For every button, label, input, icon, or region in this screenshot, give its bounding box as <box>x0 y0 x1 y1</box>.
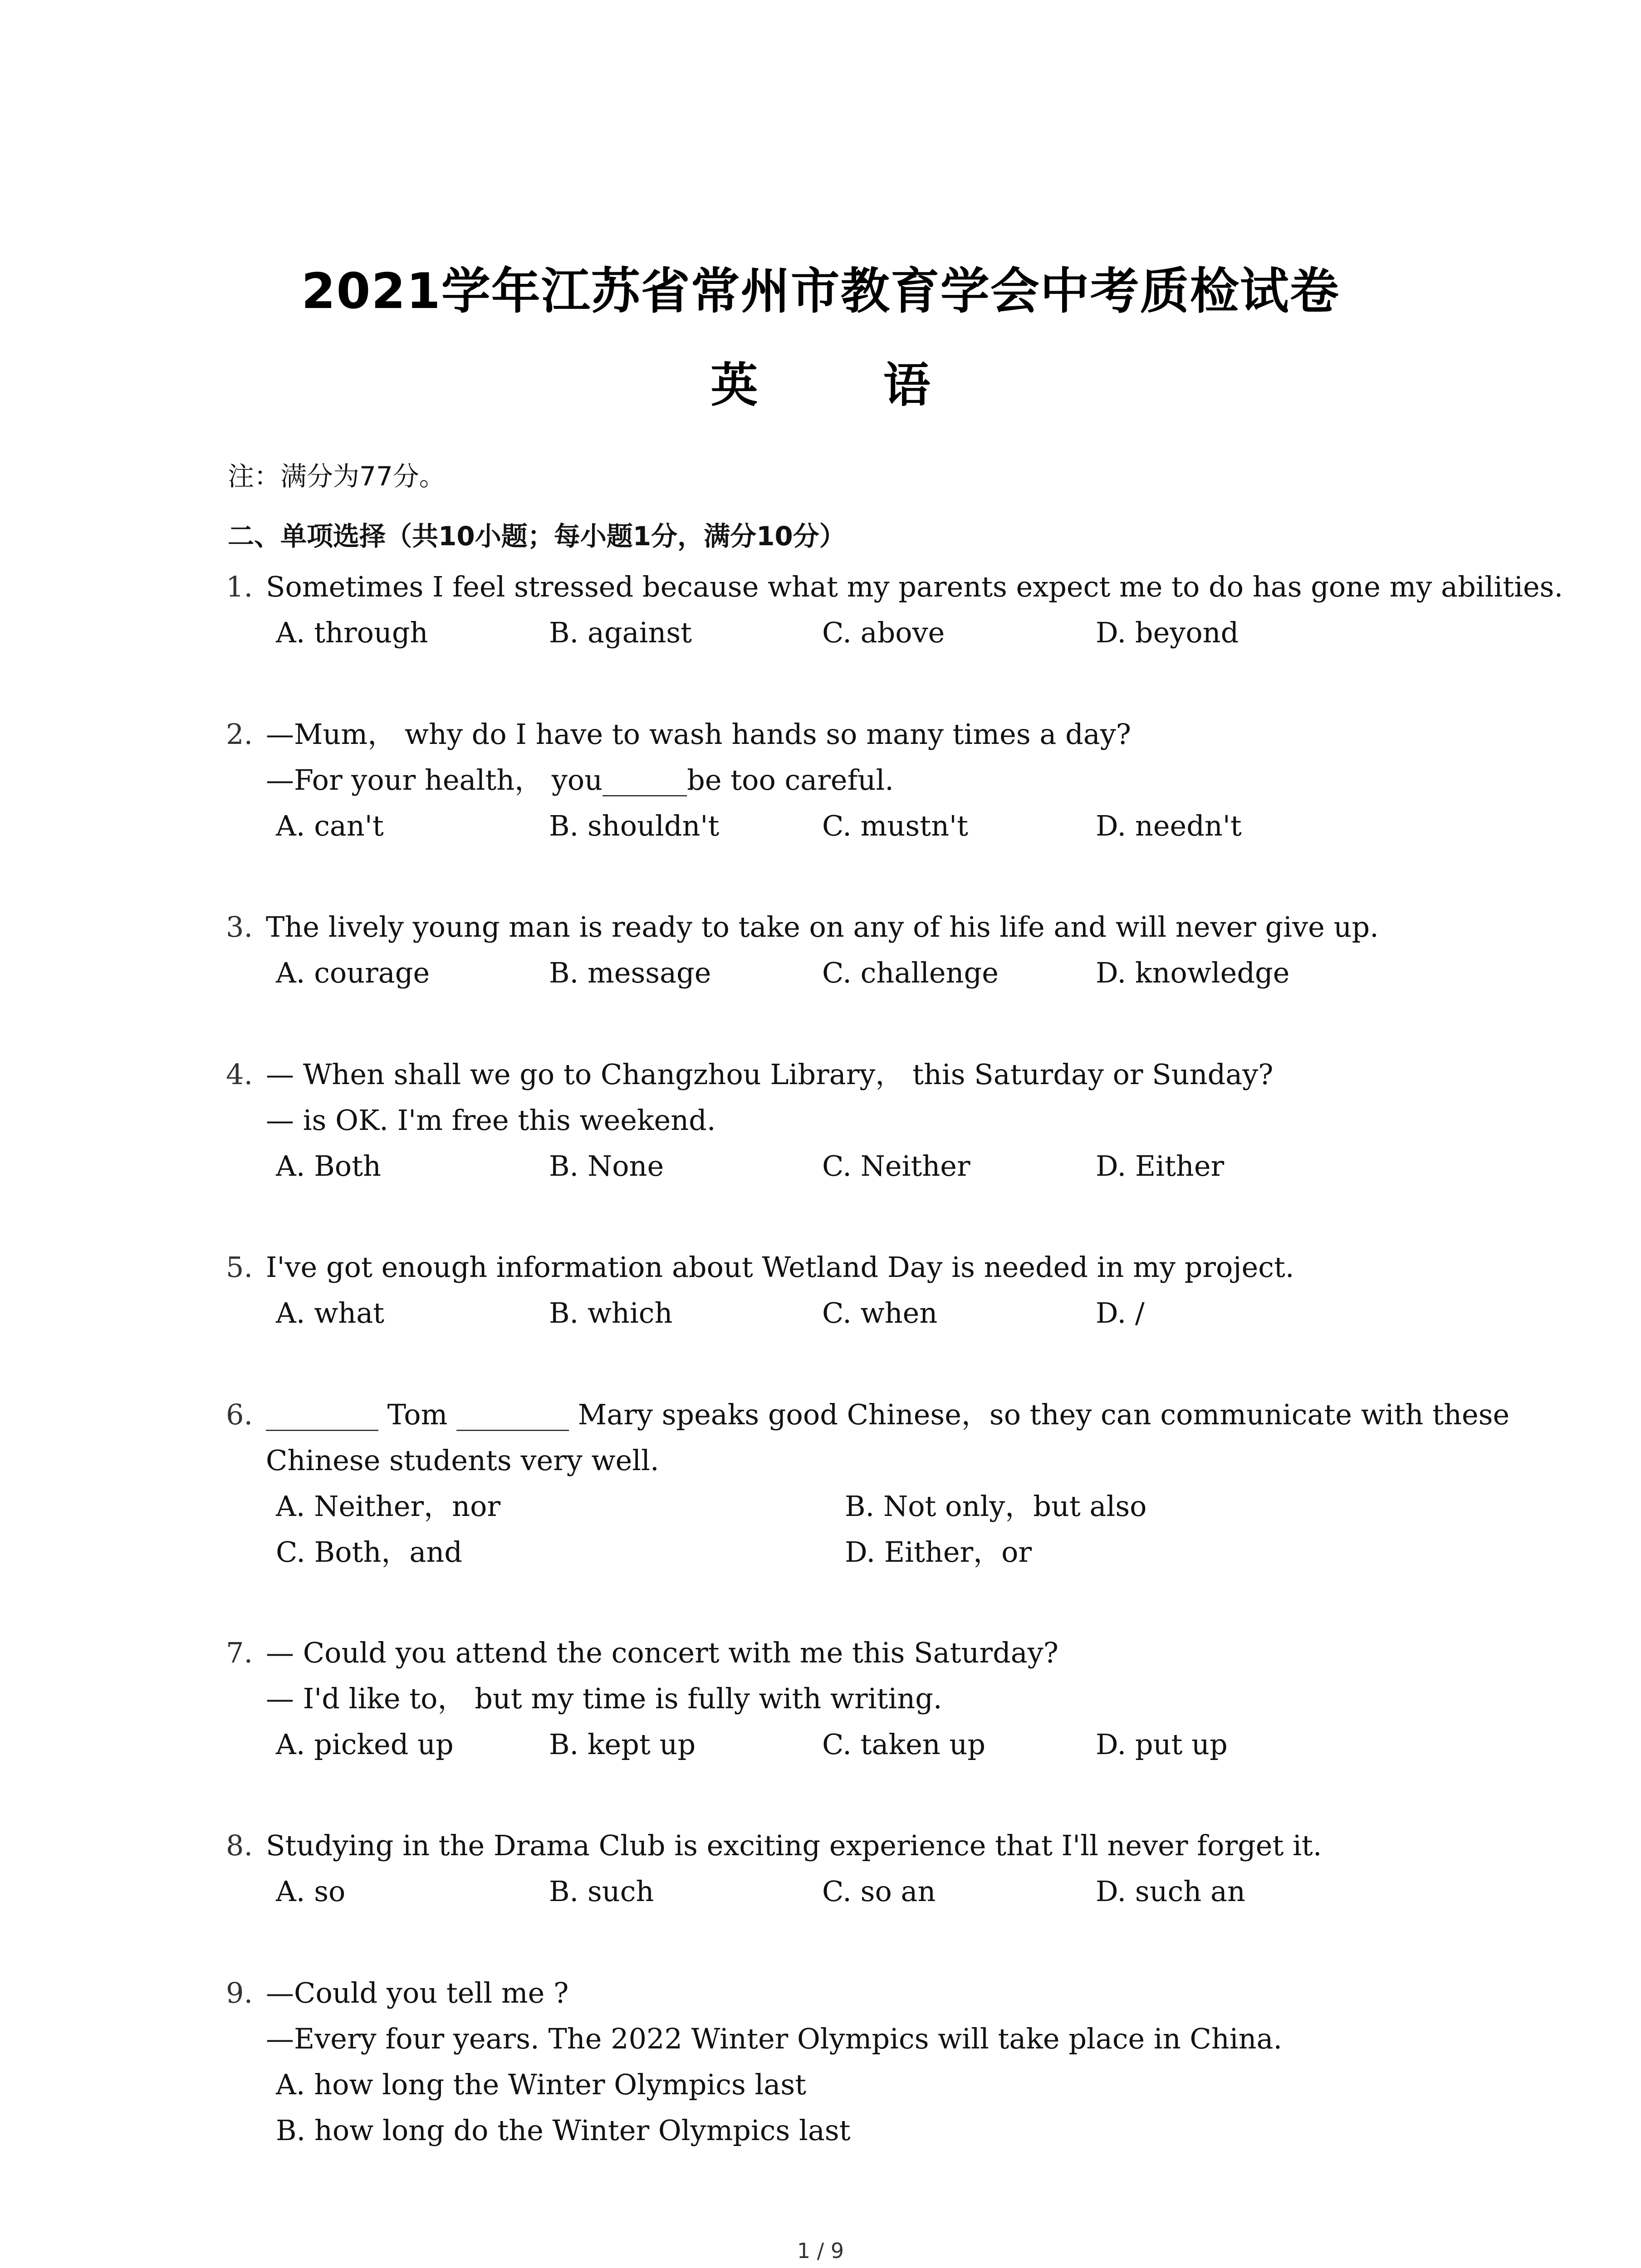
option-d: D. needn't <box>1096 809 1242 842</box>
option-a: A. Neither，nor <box>276 1490 501 1523</box>
option-c: C. taken up <box>822 1728 986 1761</box>
option-b: B. against <box>549 616 692 649</box>
option-d: D. put up <box>1096 1728 1228 1761</box>
option-c: C. challenge <box>822 956 999 989</box>
question-8 <box>226 1823 1451 1914</box>
option-c: C. Neither <box>822 1149 970 1183</box>
question-number: 2. <box>226 718 253 751</box>
section-heading: 二、单项选择（共10小题；每小题1分，满分10分） <box>228 521 846 552</box>
option-b: B. how long do the Winter Olympics last <box>276 2114 851 2147</box>
option-b: B. None <box>549 1149 664 1183</box>
option-c: C. Both，and <box>276 1535 462 1569</box>
question-number: 9. <box>226 1976 253 2009</box>
question-1 <box>226 564 1563 655</box>
option-a: A. how long the Winter Olympics last <box>276 2068 807 2101</box>
question-text: The lively young man is ready to take on any of his life and will never give up. <box>266 910 1379 943</box>
question-5 <box>226 1244 1451 1336</box>
option-b: B. kept up <box>549 1728 696 1761</box>
question-number: 4. <box>226 1058 253 1091</box>
option-c: C. mustn't <box>822 809 968 842</box>
question-text: Chinese students very well. <box>266 1444 659 1477</box>
question-text: — Could you attend the concert with me this Saturday? <box>266 1636 1059 1669</box>
question-text: Studying in the Drama Club is exciting experience that I'll never forget it. <box>266 1829 1322 1862</box>
option-b: B. Not only，but also <box>845 1490 1147 1523</box>
option-a: A. can't <box>276 809 384 842</box>
option-b: B. message <box>549 956 711 989</box>
option-c: C. so an <box>822 1875 936 1908</box>
option-b: B. such <box>549 1875 654 1908</box>
question-text: —For your health， you______be too careful. <box>266 763 894 797</box>
question-text: —Could you tell me ? <box>266 1976 569 2009</box>
question-number: 6. <box>226 1398 253 1431</box>
option-a: A. picked up <box>276 1728 454 1761</box>
question-number: 5. <box>226 1251 253 1284</box>
option-a: A. Both <box>276 1149 381 1183</box>
question-number: 1. <box>226 570 253 603</box>
page-number: 1 / 9 <box>797 2239 844 2263</box>
question-text: —Every four years. The 2022 Winter Olympics will take place in China. <box>266 2022 1283 2055</box>
question-7 <box>226 1630 1451 1767</box>
option-a: A. through <box>276 616 428 649</box>
option-d: D. such an <box>1096 1875 1245 1908</box>
question-4 <box>226 1051 1451 1189</box>
option-d: D. Either <box>1096 1149 1225 1183</box>
question-text: —Mum， why do I have to wash hands so many times a day? <box>266 718 1131 751</box>
question-text: — When shall we go to Changzhou Library， this Saturday or Sunday? <box>266 1058 1274 1091</box>
option-b: B. which <box>549 1296 673 1330</box>
question-6 <box>226 1392 1510 1575</box>
question-text: — is OK. I'm free this weekend. <box>266 1104 716 1137</box>
question-number: 8. <box>226 1829 253 1862</box>
option-c: C. when <box>822 1296 938 1330</box>
question-text: Sometimes I feel stressed because what my parents expect me to do has gone my abilities. <box>266 570 1563 603</box>
question-number: 7. <box>226 1636 253 1669</box>
option-a: A. courage <box>276 956 430 989</box>
question-9 <box>226 1970 1451 2153</box>
question-number: 3. <box>226 910 253 943</box>
option-a: A. so <box>276 1875 346 1908</box>
option-d: D. beyond <box>1096 616 1239 649</box>
option-d: D. knowledge <box>1096 956 1290 989</box>
score-note: 注：满分为77分。 <box>228 461 446 492</box>
question-text: I've got enough information about Wetland Day is needed in my project. <box>266 1251 1294 1284</box>
option-d: D. Either，or <box>845 1535 1032 1569</box>
document-title: 2021学年江苏省常州市教育学会中考质检试卷 <box>301 263 1340 320</box>
option-a: A. what <box>276 1296 385 1330</box>
question-text: ________ Tom ________ Mary speaks good Chinese，so they can communicate with these <box>266 1398 1510 1431</box>
option-c: C. above <box>822 616 945 649</box>
option-d: D. / <box>1096 1296 1145 1330</box>
question-2 <box>226 711 1451 849</box>
document-subject: 英 语 <box>710 357 985 413</box>
option-b: B. shouldn't <box>549 809 720 842</box>
question-3 <box>226 904 1451 996</box>
question-text: — I'd like to， but my time is fully with writing. <box>266 1682 942 1715</box>
